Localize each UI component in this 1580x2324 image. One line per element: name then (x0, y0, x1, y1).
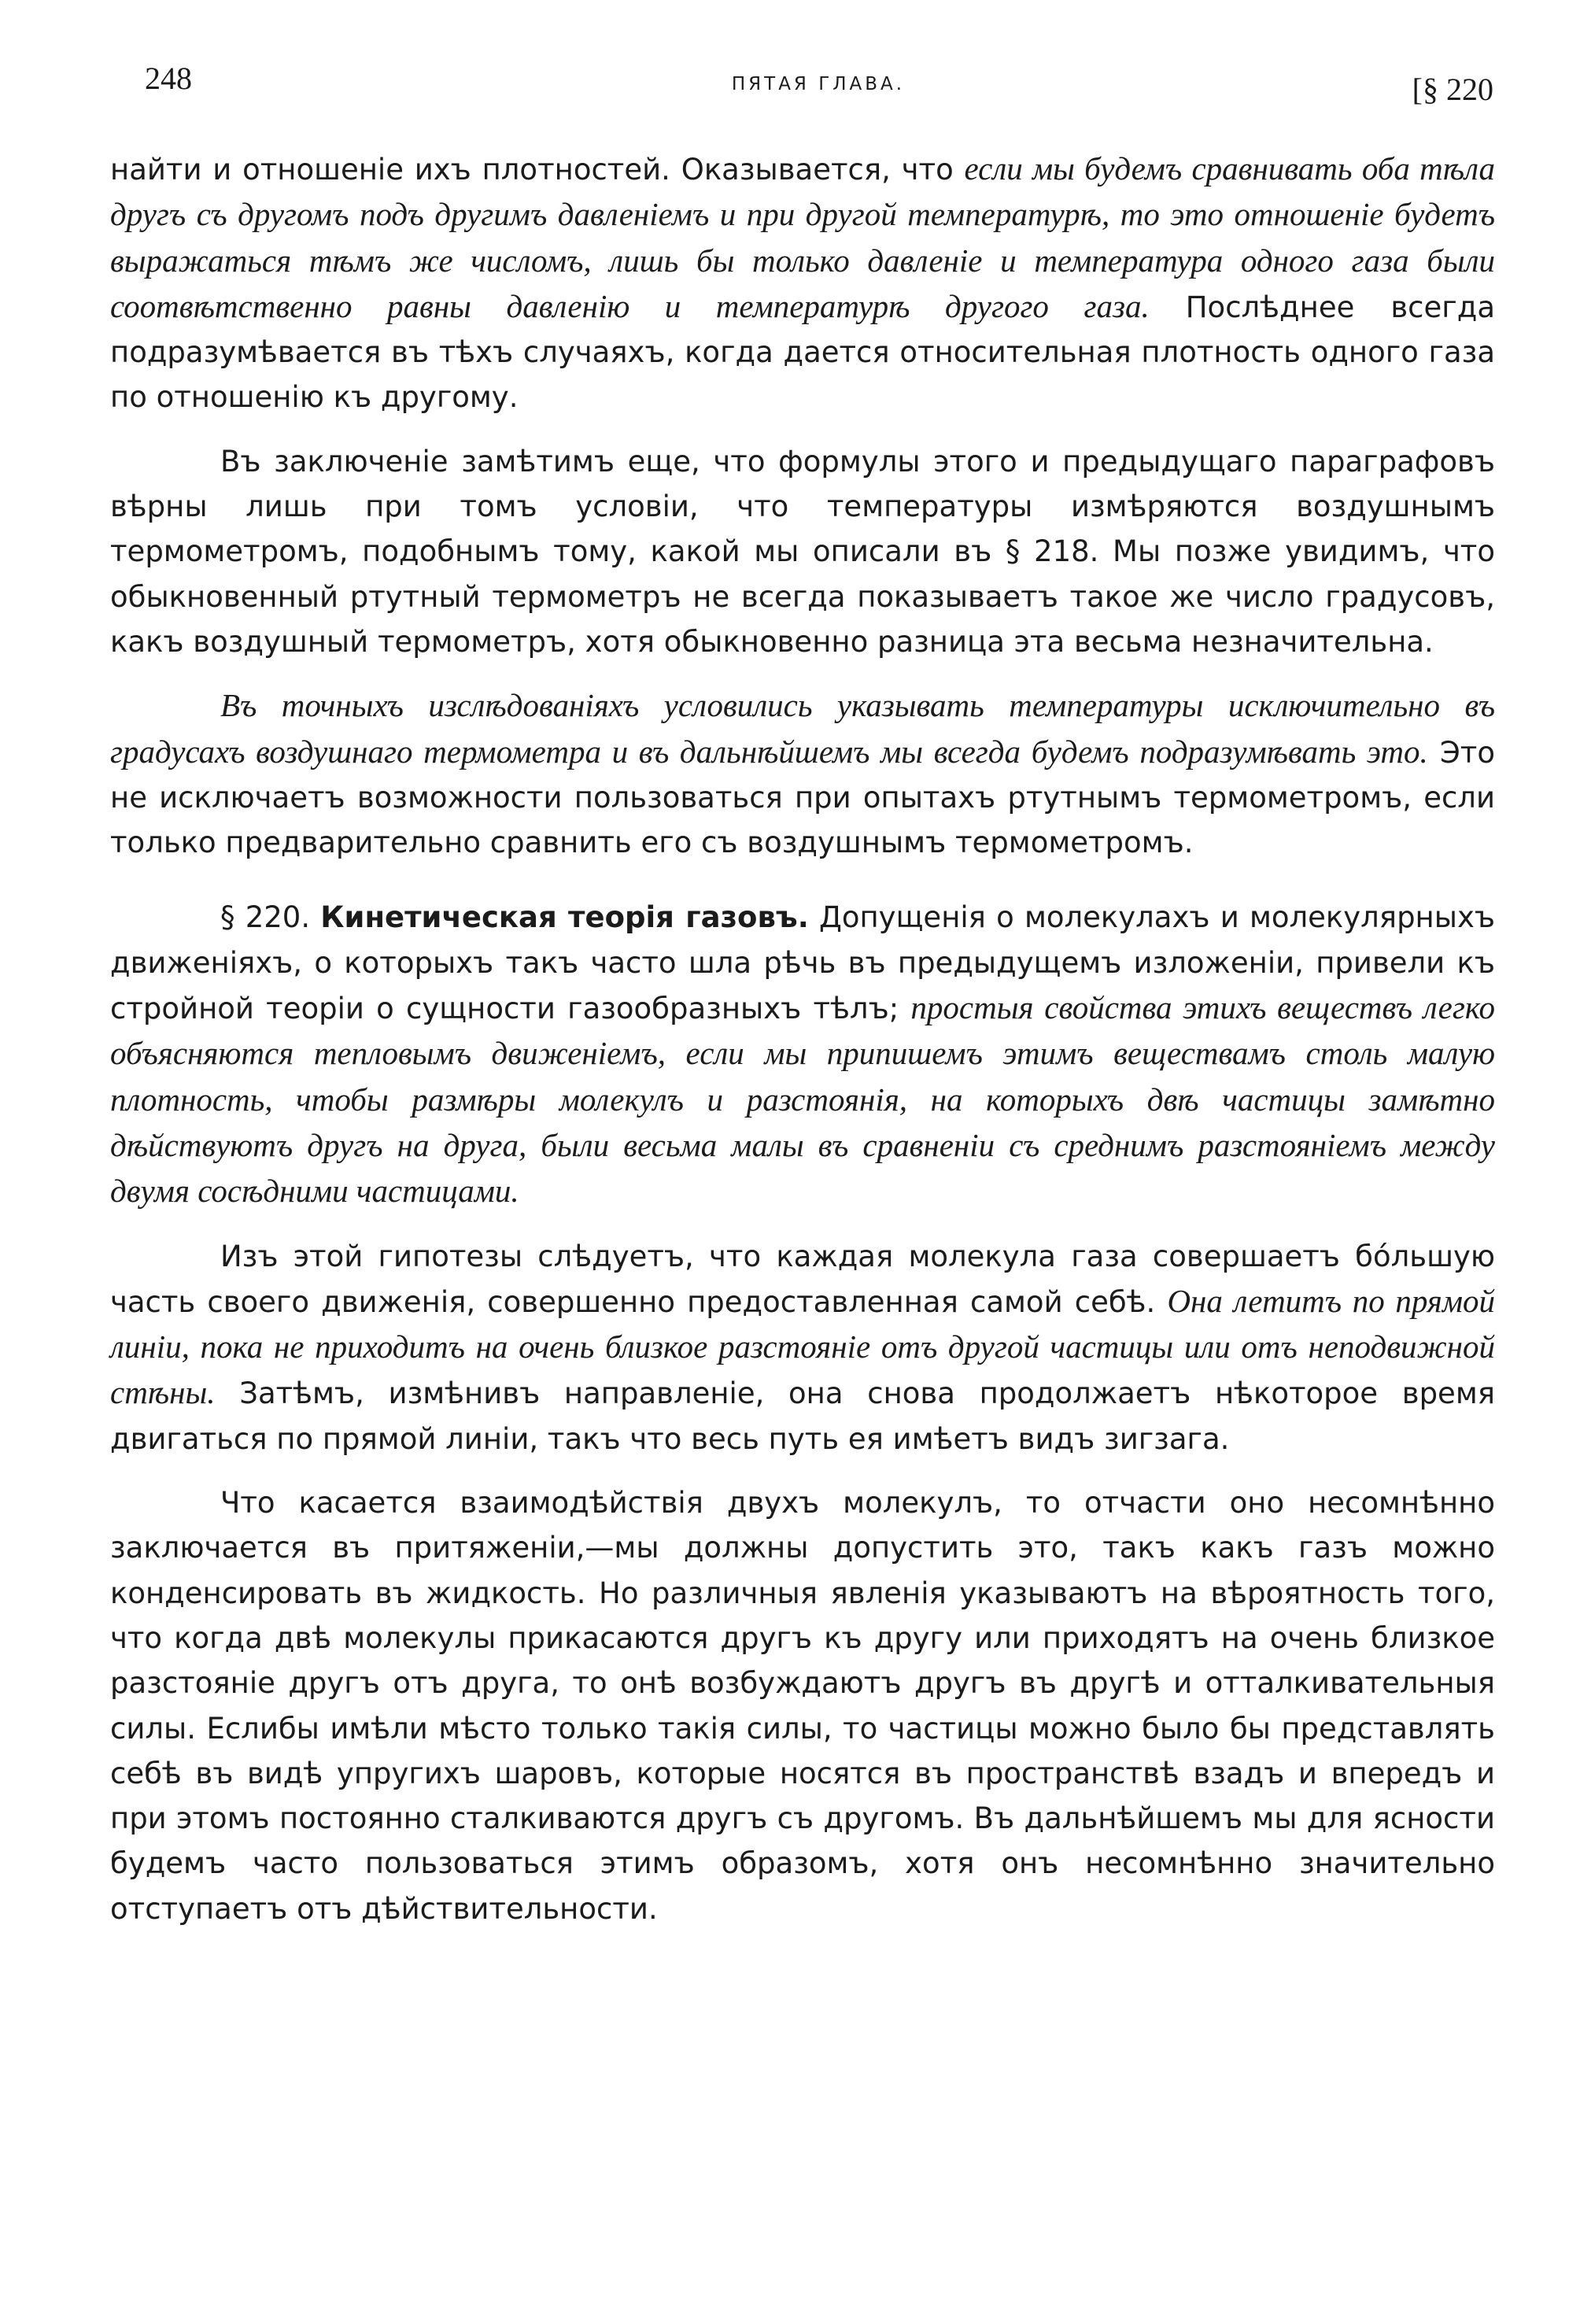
italic-emphasis: если мы будемъ сравнивать оба тѣла другъ съ другомъ подъ другимъ давленiемъ и при другой температурѣ, то это отношенie будетъ выражаться тѣмъ же числомъ, лишь бы только давленie и температура одного газа были соотвѣтственно равны давленiю и температурѣ другого газа. (110, 150, 1495, 324)
running-head: ПЯТАЯ ГЛАВА. (731, 74, 906, 94)
section-heading: Кинетическая теорiя газовъ. (320, 900, 809, 935)
italic-emphasis: Она летитъ по прямой линiи, пока не приходитъ на очень близкое разстоянie отъ другой частицы или отъ неподвижной стѣны. (110, 1282, 1495, 1411)
text-run: Въ заключенie замѣтимъ еще, что формулы этого и предыдущаго параграфовъ вѣрны лишь при томъ условiи, что температуры измѣряются воздушнымъ термометромъ, подобнымъ тому, какой мы описали въ § 218. Мы позже увидимъ, что обыкновенный ртутный термометръ не всегда показываетъ такое же число градусовъ, какъ воздушный термометръ, хотя обыкновенно разница эта весьма незначительна. (110, 444, 1495, 659)
paragraph-1 (110, 146, 1495, 420)
paragraph-5 (110, 1234, 1495, 1461)
italic-emphasis: простыя свойства этихъ веществъ легко объясняются тепловымъ движенiемъ, если мы припишемъ этимъ веществамъ столь малую плотность, чтобы размѣры молекулъ и разстоянiя, на которыхъ двѣ частицы замѣтно дѣйствуютъ другъ на друга, были весьма малы въ сравненiи съ среднимъ разстоянiемъ между двумя сосѣдними частицами. (110, 989, 1495, 1210)
paragraph-3 (110, 683, 1495, 865)
text-run: Затѣмъ, измѣнивъ направленie, она снова продолжаетъ нѣкоторое время двигаться по прямой линiи, такъ что весь путь ея имѣетъ видъ зигзага. (110, 1376, 1495, 1456)
paragraph-2 (110, 439, 1495, 664)
text-run: Допущенiя о молекулахъ и молекулярныхъ движенiяхъ, о которыхъ такъ часто шла рѣчь въ предыдущемъ изложенiи, привели къ стройной теорiи о сущности газообразныхъ тѣлъ; (110, 900, 1495, 1026)
text-run: Что касается взаимодѣйствiя двухъ молекулъ, то отчасти оно несомнѣнно заключается въ притяженiи,—мы должны допустить это, такъ какъ газъ можно конденсировать въ жидкость. Но различныя явленiя указываютъ на вѣроятность того, что когда двѣ молекулы прикасаются другъ къ другу или приходятъ на очень близкое разстоянie другъ отъ друга, то онѣ возбуждаютъ другъ въ другѣ и отталкивательныя силы. Еслибы имѣли мѣсто только такiя силы, то частицы можно было бы представлять себѣ въ видѣ упругихъ шаровъ, которые носятся въ пространствѣ взадъ и впередъ и при этомъ постоянно сталкиваются другъ съ другомъ. Въ дальнѣйшемъ мы для ясности будемъ часто пользоваться этимъ образомъ, хотя онъ несомнѣнно значительно отступаетъ отъ дѣйствительности. (110, 1486, 1495, 1926)
text-run: Изъ этой гипотезы слѣдуетъ, что каждая молекула газа совершаетъ бóльшую часть своего движенiя, совершенно предоставленная самой себѣ. (110, 1239, 1495, 1319)
paragraph-6 (110, 1480, 1495, 1931)
page-number: 248 (145, 61, 192, 96)
text-run: Это не исключаетъ возможности пользоваться при опытахъ ртутнымъ термометромъ, если только предварительно сравнить его съ воздушнымъ термометромъ. (110, 735, 1495, 860)
text-run: Послѣднее всегда подразумѣвается въ тѣхъ случаяхъ, когда дается относительная плотность одного газа по отношенiю къ другому. (110, 290, 1495, 415)
section-reference: [§ 220 (1412, 72, 1493, 107)
italic-emphasis: Въ точныхъ изслѣдованiяхъ условились указывать температуры исключительно въ градусахъ воздушнаго термометра и въ дальнѣйшемъ мы всегда будемъ подразумѣвать это. (110, 687, 1495, 770)
section-220-paragraph (110, 895, 1495, 1214)
page-header (142, 57, 1495, 112)
section-number: § 220. (220, 900, 321, 935)
page-body (110, 146, 1495, 1931)
text-run: найти и отношенie ихъ плотностей. Оказывается, что (110, 153, 965, 187)
